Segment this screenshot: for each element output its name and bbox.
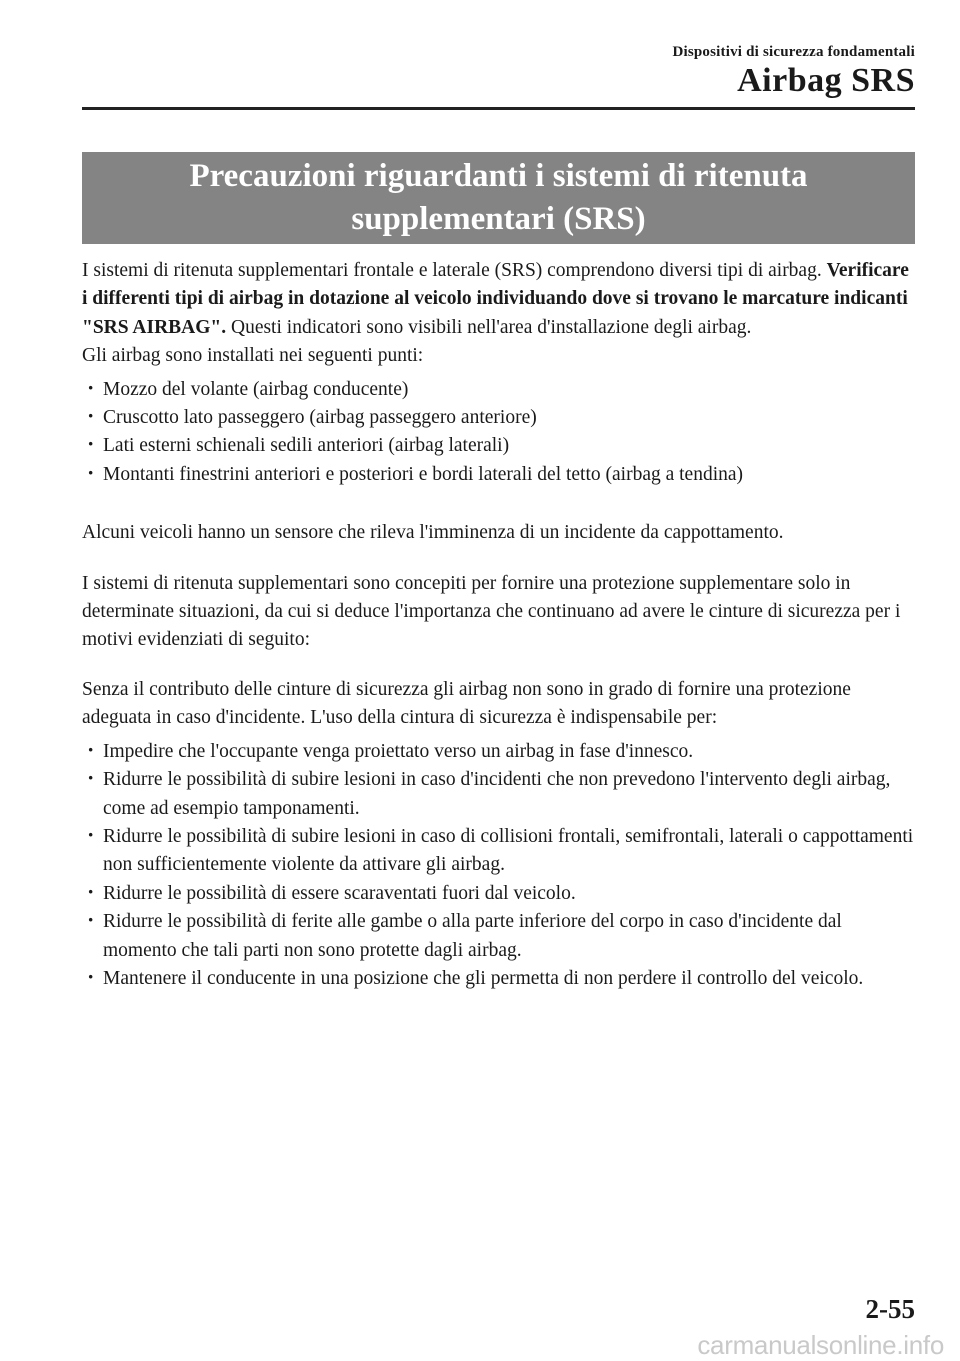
locations-lead: Gli airbag sono installati nei seguenti punti:	[82, 345, 424, 367]
section-title-line-1: Precauzioni riguardanti i sistemi di ritenuta	[189, 158, 808, 194]
list-item: · Montanti finestrini anteriori e posteriori e bordi laterali del tetto (airbag a tendina)	[82, 461, 915, 489]
list-item: · Ridurre le possibilità di ferite alle gambe o alla parte inferiore del corpo in caso d'incidente dal momento che tali parti non sono protette dagli airbag.	[82, 908, 915, 965]
section-title-line-2: supplementari (SRS)	[351, 201, 646, 237]
page-number: 2-55	[865, 1294, 915, 1324]
airbag-locations-list	[82, 376, 915, 490]
section-banner	[82, 152, 915, 244]
list-item: · Mozzo del volante (airbag conducente)	[82, 376, 915, 404]
seatbelt-paragraph: Senza il contributo delle cinture di sicurezza gli airbag non sono in grado di fornire una protezione adeguata in caso d'incidente. L'uso della cintura di sicurezza è indispensabile per:	[82, 678, 851, 729]
intro-text-2: Questi indicatori sono visibili nell'area d'installazione degli airbag.	[226, 316, 752, 338]
header-divider	[82, 107, 915, 110]
supplementary-paragraph: I sistemi di ritenuta supplementari sono concepiti per fornire una protezione supplementare solo in determinate situazioni, da cui si deduce l'importanza che continuano ad avere le cinture di sicurezza per i motivi evidenziati di seguito:	[82, 572, 901, 651]
intro-text-1: I sistemi di ritenuta supplementari frontale e laterale (SRS) comprendono diversi tipi di airbag.	[82, 260, 827, 281]
list-item: · Ridurre le possibilità di subire lesioni in caso d'incidenti che non prevedono l'intervento degli airbag, come ad esempio tamponamenti.	[82, 766, 915, 823]
list-item: · Ridurre le possibilità di subire lesioni in caso di collisioni frontali, semifrontali, laterali o cappottamenti non sufficientemente violente da attivare gli airbag.	[82, 823, 915, 880]
list-item: · Cruscotto lato passeggero (airbag passeggero anteriore)	[82, 404, 915, 432]
rollover-paragraph: Alcuni veicoli hanno un sensore che rileva l'imminenza di un incidente da cappottamento.	[82, 522, 784, 544]
list-item: · Ridurre le possibilità di essere scaraventati fuori dal veicolo.	[82, 880, 915, 908]
watermark: carmanualsonline.info	[697, 1330, 944, 1360]
list-item: · Mantenere il conducente in una posizione che gli permetta di non perdere il controllo del veicolo.	[82, 965, 915, 993]
chapter-title: Dispositivi di sicurezza fondamentali	[672, 44, 915, 60]
seatbelt-reasons-list	[82, 738, 915, 994]
page-topic-title: Airbag SRS	[737, 62, 915, 99]
intro-paragraph	[82, 257, 915, 342]
list-item: · Impedire che l'occupante venga proiettato verso un airbag in fase d'innesco.	[82, 738, 915, 766]
list-item: · Lati esterni schienali sedili anteriori (airbag laterali)	[82, 432, 915, 460]
intro-bold-warning: Verificare i differenti tipi di airbag in dotazione al veicolo individuando dove si trovano le marcature indicanti "SRS AIRBAG".	[82, 260, 909, 338]
section-title	[159, 155, 839, 241]
main-content	[82, 257, 915, 993]
